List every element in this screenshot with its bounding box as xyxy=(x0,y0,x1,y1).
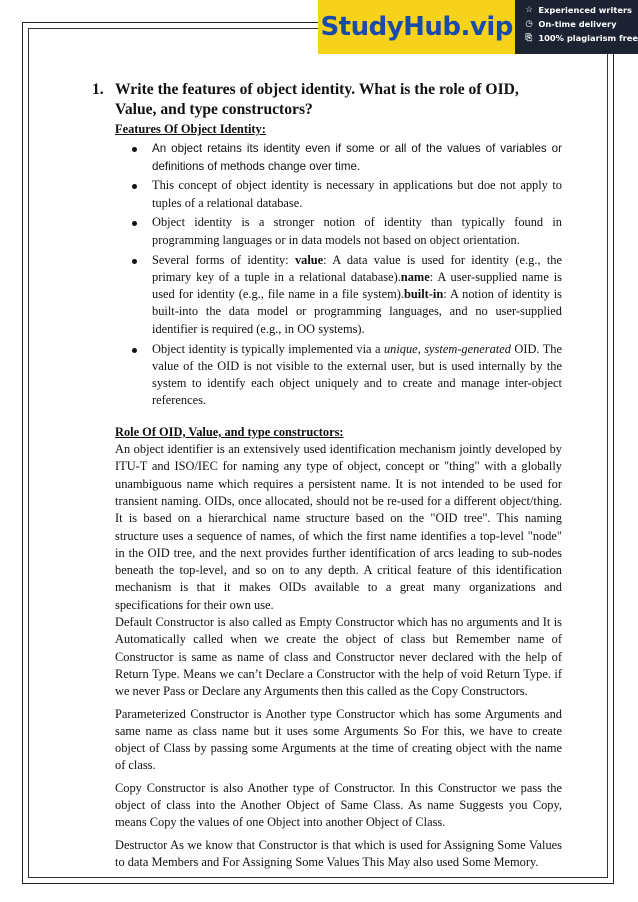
emphasis-system-generated: system-generated xyxy=(424,341,511,356)
question-heading xyxy=(92,80,562,120)
list-item: Object identity is a stronger notion of identity than typically found in programming languages or in data models not based on object orientation. xyxy=(115,214,562,249)
question-text: Write the features of object identity. What is the role of OID, Value, and type constructors? xyxy=(115,81,519,118)
role-heading: Role Of OID, Value, and type constructors: xyxy=(115,424,344,439)
banner-features xyxy=(515,0,638,54)
features-heading: Features Of Object Identity: xyxy=(115,122,266,136)
list-item: An object retains its identity even if some or all of the values of variables or definitions of methods change over time. xyxy=(115,140,562,175)
list-item: Several forms of identity: value: A data value is used for identity (e.g., the primary key of a tuple in a relational database).name: A user-supplied name is used for identity (e.g., file name in a file system).built-in: A notion of identity is built-into the data model or programming languages, and no user-supplied identifier is required (e.g., in OO systems). xyxy=(115,252,562,338)
paragraph-destructor: Destructor As we know that Constructor is that which is used for Assigning Some Values to data Members and For Assigning Some Values This May also used Some Memory. xyxy=(115,837,562,869)
features-list xyxy=(115,140,562,409)
paragraph-oid: An object identifier is an extensively used identification mechanism jointly developed by ITU-T and ISO/IEC for naming any type of object, concept or "thing" with a globally unambiguous name which requires a persistent name. It is not intended to be used for transient naming. OIDs, once allocated, should not be re-used for a different object/thing. It is based on a hierarchical name structure based on the "OID tree". This naming structure uses a sequence of names, of which the first name identifies a top-level "node" in the OID tree, and the next provides further identification of arcs leading to sub-nodes beneath the top-level, and so on to any depth. A critical feature of this identification mechanism is that it makes OIDs available to a great many organizations and specifications for their own use. xyxy=(115,442,562,612)
paragraph-parameterized-constructor: Parameterized Constructor is Another type Constructor which has some Arguments and same name as class name but it uses some Arguments So For this, we have to create object of Class by passing some Arguments at the time of creating object with the name of class. xyxy=(115,706,562,773)
feature-label: On-time delivery xyxy=(538,19,617,29)
feature-label: 100% plagiarism free xyxy=(538,33,638,43)
term-value: value xyxy=(294,252,324,267)
list-item: This concept of object identity is necessary in applications but doe not apply to tuples of a relational database. xyxy=(115,177,562,212)
studyhub-logo[interactable]: StudyHub.vip xyxy=(318,0,515,54)
feature-on-time-delivery xyxy=(525,17,638,31)
feature-label: Experienced writers xyxy=(538,5,632,15)
term-built-in: built-in xyxy=(404,287,444,302)
feature-experienced-writers xyxy=(525,3,638,17)
feature-plagiarism-free xyxy=(525,31,638,45)
paragraph-copy-constructor: Copy Constructor is also Another type of Constructor. In this Constructor we pass the object of class into the Another Object of Same Class. As name Suggests you Copy, means Copy the values of one Object into another Object of Class. xyxy=(115,780,562,830)
question-number: 1. xyxy=(92,81,104,98)
clock-icon: ◷ xyxy=(525,19,533,29)
studyhub-banner[interactable] xyxy=(318,0,638,54)
list-item: Object identity is typically implemented via a unique, system-generated OID. The value of the OID is not visible to the external user, but is used internally by the system to identify each object uniquely and to create and manage inter-object references. xyxy=(115,341,562,410)
document-content xyxy=(92,80,562,871)
paragraph-default-constructor: Default Constructor is also called as Empty Constructor which has no arguments and It is Automatically called when we create the object of class but Remember name of Constructor is same as name of class and Constructor never declared with the help of Return Type. Means we can’t Declare a Constructor with the help of void Return Type. if we never Pass or Declare any Arguments then this called as the Copy Constructors. xyxy=(115,615,562,699)
emphasis-unique: unique xyxy=(383,341,418,356)
star-icon: ☆ xyxy=(525,5,533,15)
term-name: name xyxy=(400,269,430,284)
copy-check-icon: ⎘ xyxy=(525,33,533,43)
features-section xyxy=(115,121,562,871)
